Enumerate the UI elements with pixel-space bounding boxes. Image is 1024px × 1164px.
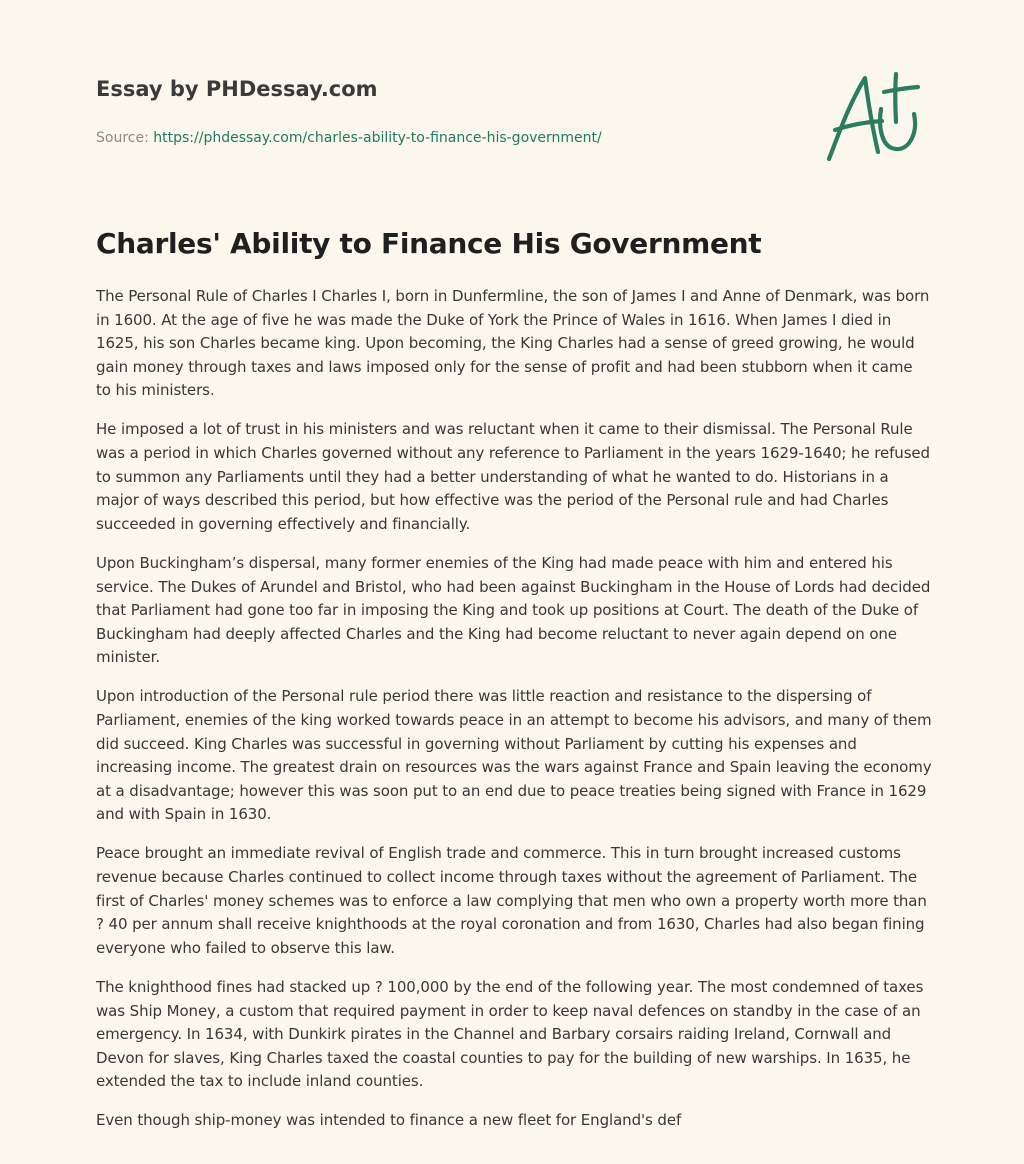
essay-paragraph: Upon introduction of the Personal rule period there was little reaction and resistance to the dispersing of Parliament, enemies of the king worked towards peace in an attempt to become his advisors, and many of them did succeed. King Charles was successful in governing without Parliament by cutting his expenses and increasing income. The greatest drain on resources was the wars against France and Spain leaving the economy at a disadvantage; however this was soon put to an end due to peace treaties being signed with France in 1629 and with Spain in 1630. bbox=[96, 687, 932, 824]
essay-paragraph: Peace brought an immediate revival of English trade and commerce. This in turn brought increased customs revenue because Charles continued to collect income through taxes without the agreement of Parliament. The first of Charles' money schemes was to enforce a law complying that men who own a property worth more than ? 40 per annum shall receive knighthoods at the royal coronation and from 1630, Charles had also began fining everyone who failed to observe this law. bbox=[96, 844, 927, 957]
essay-paragraph: Upon Buckingham’s dispersal, many former enemies of the King had made peace with him and entered his service. The Dukes of Arundel and Bristol, who had been against Buckingham in the House of Lords had decided that Parliament had gone too far in imposing the King and took up positions at Court. The death of the Duke of Buckingham had deeply affected Charles and the King had become reluctant to never again depend on one minister. bbox=[96, 553, 931, 667]
site-title: Essay by PHDessay.com bbox=[96, 77, 378, 101]
essay-body bbox=[96, 285, 932, 1149]
essay-title: Charles' Ability to Finance His Government bbox=[96, 227, 762, 260]
essay-paragraph: The Personal Rule of Charles I Charles I, born in Dunfermline, the son of James I and Anne of Denmark, was born in 1600. At the age of five he was made the Duke of York the Prince of Wales in 1616. When James I died in 1625, his son Charles became king. Upon becoming, the King Charles had a sense of greed growing, he would gain money through taxes and laws imposed only for the sense of profit and had been stubborn when it came to his ministers. bbox=[96, 287, 930, 400]
essay-paragraph: He imposed a lot of trust in his ministers and was reluctant when it came to their dismissal. The Personal Rule was a period in which Charles governed without any reference to Parliament in the years 1629-1640; he refused to summon any Parliaments until they had a better understanding of what he wanted to do. Historians in a major of ways described this period, but how effective was the period of the Personal rule and had Charles succeeded in governing effectively and financially. bbox=[96, 420, 930, 533]
source-label: Source: bbox=[96, 130, 154, 146]
a-plus-logo-icon bbox=[818, 66, 930, 166]
essay-paragraph: The knighthood fines had stacked up ? 100,000 by the end of the following year. The most condemned of taxes was Ship Money, a custom that required payment in order to keep naval defences on standby in the case of an emergency. In 1634, with Dunkirk pirates in the Channel and Barbary corsairs raiding Ireland, Cornwall and Devon for slaves, King Charles taxed the coastal counties to pay for the building of new warships. In 1635, he extended the tax to include inland counties. bbox=[96, 977, 924, 1091]
source-link[interactable]: https://phdessay.com/charles-ability-to-finance-his-government/ bbox=[153, 130, 602, 146]
page-header bbox=[96, 74, 796, 148]
source-line bbox=[96, 128, 796, 148]
essay-paragraph: Even though ship-money was intended to finance a new fleet for England's def bbox=[96, 1111, 682, 1130]
